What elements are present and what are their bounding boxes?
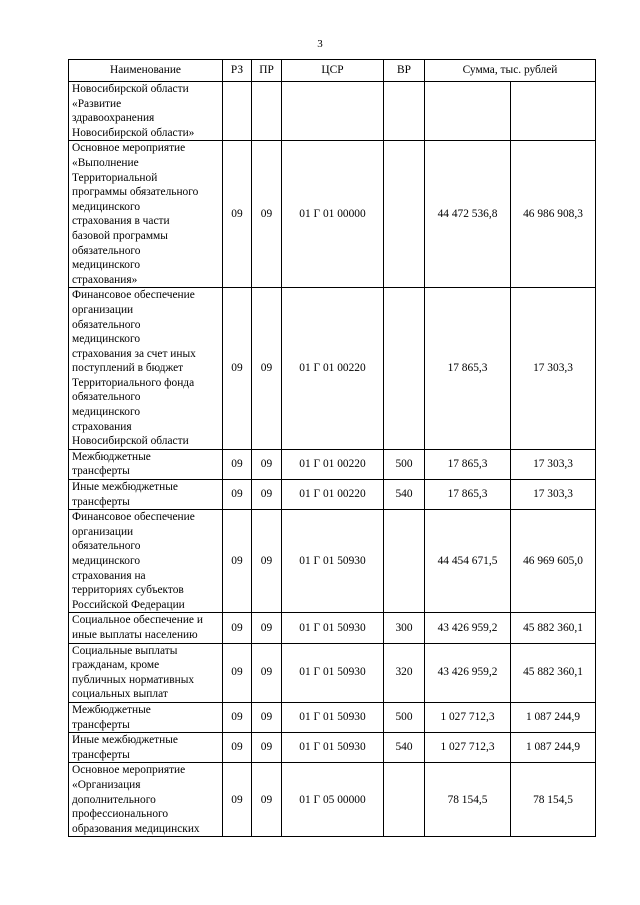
cell-sum2: 46 986 908,3 <box>511 141 596 288</box>
cell-sum2: 1 087 244,9 <box>511 702 596 732</box>
cell-rz: 09 <box>223 643 252 702</box>
cell-name: Финансовое обеспечение организации обязательного медицинского страхования за счет иных поступлений в бюджет Территориального фонда обязательного медицинского страхования Новосибирской области <box>69 288 223 450</box>
cell-sum1: 43 426 959,2 <box>425 643 511 702</box>
cell-name: Социальное обеспечение и иные выплаты населению <box>69 613 223 643</box>
table-row <box>69 141 596 288</box>
cell-sum1: 1 027 712,3 <box>425 702 511 732</box>
cell-rz: 09 <box>223 702 252 732</box>
cell-csr: 01 Г 01 50930 <box>282 613 384 643</box>
cell-pr: 09 <box>252 449 282 479</box>
table-row <box>69 449 596 479</box>
cell-vr: 540 <box>384 733 425 763</box>
cell-sum1: 1 027 712,3 <box>425 733 511 763</box>
cell-name: Межбюджетные трансферты <box>69 449 223 479</box>
table-header-row <box>69 60 596 82</box>
cell-vr <box>384 288 425 450</box>
cell-csr <box>282 82 384 141</box>
cell-pr: 09 <box>252 288 282 450</box>
cell-name: Иные межбюджетные трансферты <box>69 480 223 510</box>
cell-csr: 01 Г 05 00000 <box>282 763 384 837</box>
cell-csr: 01 Г 01 50930 <box>282 643 384 702</box>
cell-sum1: 78 154,5 <box>425 763 511 837</box>
header-vr: ВР <box>384 60 425 82</box>
cell-vr <box>384 141 425 288</box>
table-row <box>69 613 596 643</box>
cell-pr: 09 <box>252 480 282 510</box>
cell-rz: 09 <box>223 449 252 479</box>
cell-sum1: 44 472 536,8 <box>425 141 511 288</box>
cell-csr: 01 Г 01 00220 <box>282 449 384 479</box>
cell-name: Финансовое обеспечение организации обязательного медицинского страхования на территориях субъектов Российской Федерации <box>69 510 223 613</box>
cell-rz <box>223 82 252 141</box>
cell-name: Социальные выплаты гражданам, кроме публичных нормативных социальных выплат <box>69 643 223 702</box>
cell-name: Основное мероприятие «Выполнение Территориальной программы обязательного медицинского страхования в части базовой программы обязательного медицинского страхования» <box>69 141 223 288</box>
cell-rz: 09 <box>223 141 252 288</box>
cell-vr: 500 <box>384 702 425 732</box>
header-name: Наименование <box>69 60 223 82</box>
table-row <box>69 763 596 837</box>
cell-rz: 09 <box>223 288 252 450</box>
cell-rz: 09 <box>223 763 252 837</box>
cell-sum1: 43 426 959,2 <box>425 613 511 643</box>
cell-pr <box>252 82 282 141</box>
cell-name: Межбюджетные трансферты <box>69 702 223 732</box>
cell-sum1 <box>425 82 511 141</box>
cell-pr: 09 <box>252 510 282 613</box>
cell-sum2: 17 303,3 <box>511 288 596 450</box>
table-row <box>69 82 596 141</box>
cell-pr: 09 <box>252 702 282 732</box>
cell-pr: 09 <box>252 643 282 702</box>
cell-sum2: 45 882 360,1 <box>511 613 596 643</box>
cell-sum2: 17 303,3 <box>511 480 596 510</box>
cell-sum1: 17 865,3 <box>425 480 511 510</box>
cell-sum1: 17 865,3 <box>425 288 511 450</box>
cell-vr: 540 <box>384 480 425 510</box>
cell-name: Основное мероприятие «Организация дополнительного профессионального образования медицинских <box>69 763 223 837</box>
header-csr: ЦСР <box>282 60 384 82</box>
header-rz: РЗ <box>223 60 252 82</box>
table-row <box>69 733 596 763</box>
budget-table <box>68 59 596 837</box>
cell-csr: 01 Г 01 50930 <box>282 702 384 732</box>
table-row <box>69 288 596 450</box>
header-pr: ПР <box>252 60 282 82</box>
cell-vr: 500 <box>384 449 425 479</box>
cell-pr: 09 <box>252 141 282 288</box>
cell-sum2: 78 154,5 <box>511 763 596 837</box>
cell-rz: 09 <box>223 480 252 510</box>
cell-csr: 01 Г 01 00220 <box>282 480 384 510</box>
cell-vr: 320 <box>384 643 425 702</box>
table-row <box>69 702 596 732</box>
cell-sum2: 45 882 360,1 <box>511 643 596 702</box>
cell-sum2 <box>511 82 596 141</box>
cell-name: Иные межбюджетные трансферты <box>69 733 223 763</box>
cell-pr: 09 <box>252 733 282 763</box>
cell-rz: 09 <box>223 733 252 763</box>
cell-vr: 300 <box>384 613 425 643</box>
cell-pr: 09 <box>252 613 282 643</box>
cell-pr: 09 <box>252 763 282 837</box>
cell-csr: 01 Г 01 50930 <box>282 733 384 763</box>
table-row <box>69 480 596 510</box>
table-row <box>69 510 596 613</box>
cell-vr <box>384 82 425 141</box>
cell-rz: 09 <box>223 510 252 613</box>
page-number: 3 <box>317 38 323 50</box>
cell-vr <box>384 510 425 613</box>
cell-name: Новосибирской области «Развитие здравоохранения Новосибирской области» <box>69 82 223 141</box>
cell-sum2: 46 969 605,0 <box>511 510 596 613</box>
cell-csr: 01 Г 01 50930 <box>282 510 384 613</box>
cell-vr <box>384 763 425 837</box>
cell-csr: 01 Г 01 00220 <box>282 288 384 450</box>
cell-sum2: 17 303,3 <box>511 449 596 479</box>
cell-csr: 01 Г 01 00000 <box>282 141 384 288</box>
cell-sum1: 17 865,3 <box>425 449 511 479</box>
cell-rz: 09 <box>223 613 252 643</box>
cell-sum2: 1 087 244,9 <box>511 733 596 763</box>
header-sum: Сумма, тыс. рублей <box>425 60 596 82</box>
table-row <box>69 643 596 702</box>
cell-sum1: 44 454 671,5 <box>425 510 511 613</box>
